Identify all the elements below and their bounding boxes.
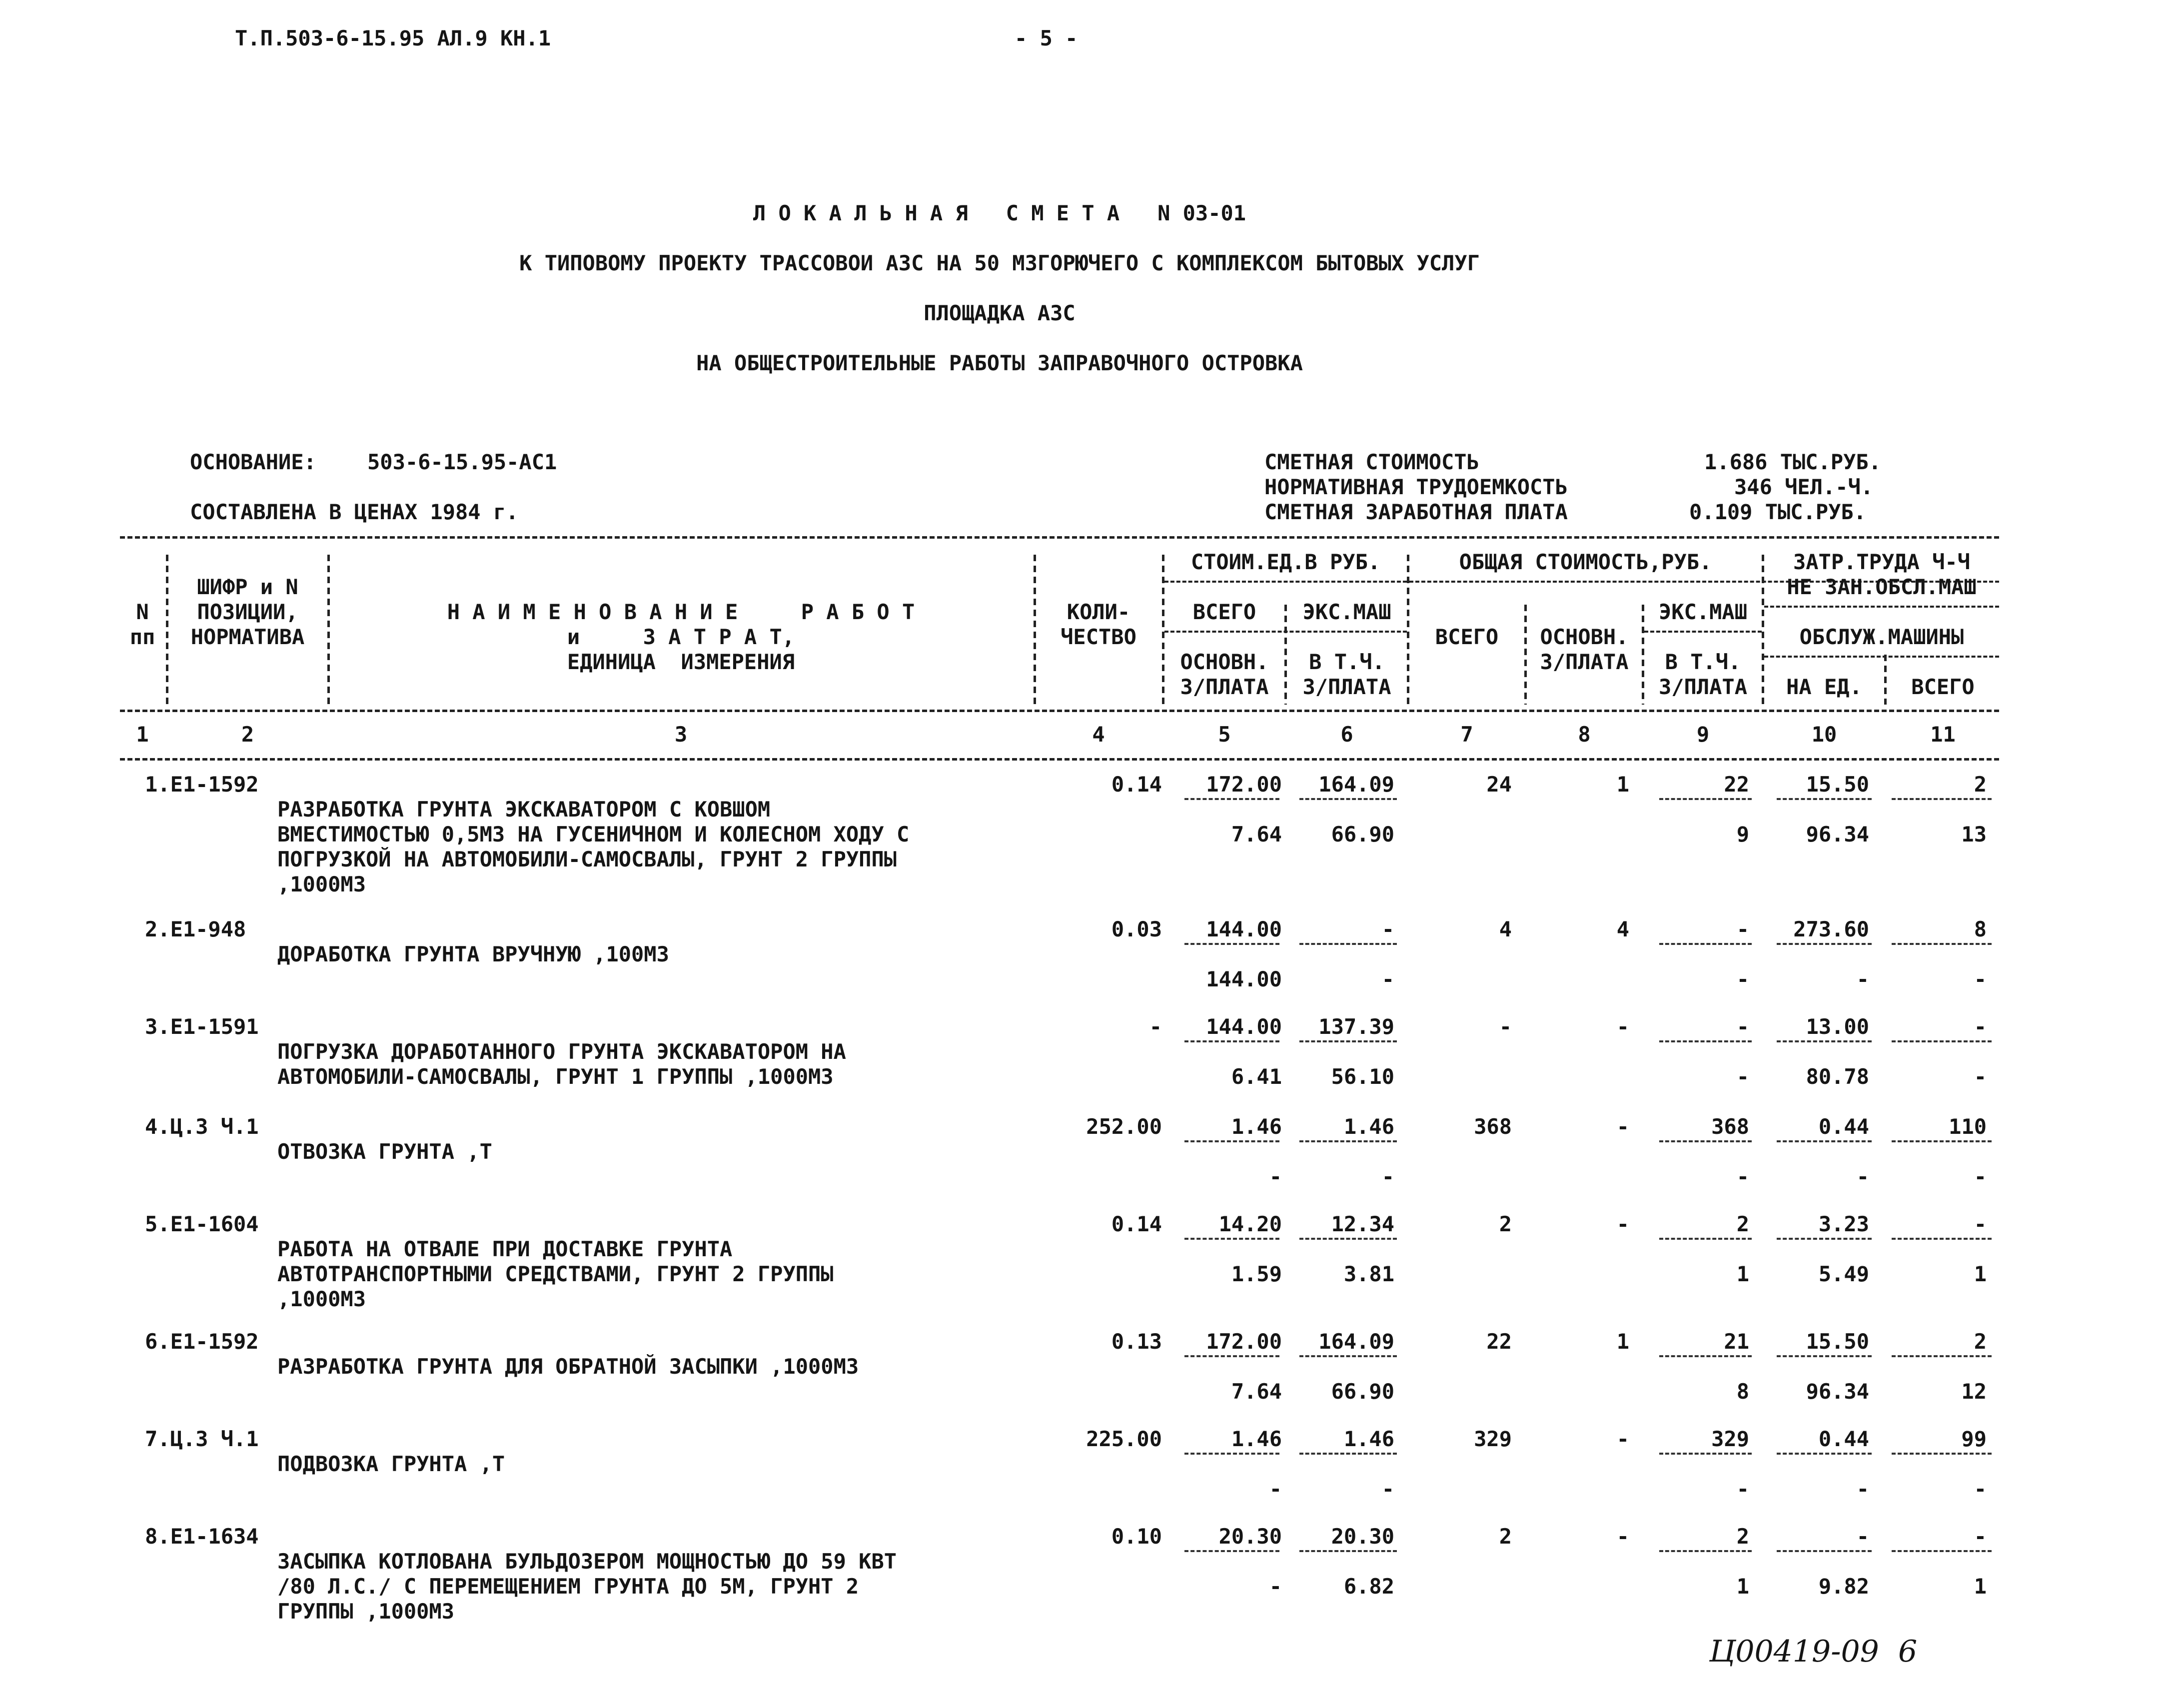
cell-b11: - xyxy=(1974,1064,1987,1089)
cell-c8: 1 xyxy=(1616,1329,1629,1354)
cell-c10: 0.44 xyxy=(1818,1114,1869,1139)
cell-divider xyxy=(1184,1238,1279,1240)
cell-c8: - xyxy=(1616,1212,1629,1236)
col-number: 10 xyxy=(1811,722,1837,747)
work-description: ОТВОЗКА ГРУНТА ,Т xyxy=(277,1139,492,1164)
cell-c6: 20.30 xyxy=(1331,1524,1394,1549)
cell-b6: 56.10 xyxy=(1331,1064,1394,1089)
vsep xyxy=(166,555,168,705)
cell-divider xyxy=(1777,1550,1872,1552)
cell-b11: 13 xyxy=(1961,822,1987,846)
cell-c10: 3.23 xyxy=(1818,1212,1869,1236)
cell-c7: 24 xyxy=(1486,772,1512,797)
total-cost-machine-header: ЭКС.МАШ xyxy=(1658,600,1747,624)
cell-c11: - xyxy=(1974,1524,1987,1549)
cell-b6: - xyxy=(1381,967,1394,991)
cell-b9: 1 xyxy=(1736,1262,1749,1286)
col-name-header-2: и З А Т Р А Т, xyxy=(567,625,795,649)
cell-divider xyxy=(1299,943,1397,945)
cost-value: 1.686 ТЫС.РУБ. xyxy=(1704,450,1882,474)
site-subtitle: ПЛОЩАДКА АЗС xyxy=(924,301,1076,325)
cell-c8: - xyxy=(1616,1524,1629,1549)
cell-c9: - xyxy=(1736,917,1749,941)
work-description: ПОГРУЗКА ДОРАБОТАННОГО ГРУНТА ЭКСКАВАТОРОМ НА АВТОМОБИЛИ-САМОСВАЛЫ, ГРУНТ 1 ГРУППЫ ,1000М3 xyxy=(277,1039,846,1089)
cell-c8: - xyxy=(1616,1427,1629,1451)
cell-b9: - xyxy=(1736,1477,1749,1501)
position-code: 2.Е1-948 xyxy=(145,917,246,941)
cell-c11: 110 xyxy=(1949,1114,1987,1139)
works-subtitle: НА ОБЩЕСТРОИТЕЛЬНЫЕ РАБОТЫ ЗАПРАВОЧНОГО ОСТРОВКА xyxy=(696,351,1303,375)
col-number: 5 xyxy=(1218,722,1231,747)
cell-divider xyxy=(1659,1238,1752,1240)
labor-group-header: ЗАТР.ТРУДА Ч-Ч НЕ ЗАН.ОБСЛ.МАШ xyxy=(1787,550,1977,599)
cell-b6: 3.81 xyxy=(1343,1262,1394,1286)
unit-cost-machine-header: ЭКС.МАШ xyxy=(1302,600,1391,624)
cell-divider xyxy=(1184,1040,1279,1042)
col-number: 11 xyxy=(1930,722,1956,747)
cell-divider xyxy=(1777,1355,1872,1357)
wage-label: СМЕТНАЯ ЗАРАБОТНАЯ ПЛАТА xyxy=(1264,500,1568,524)
cell-c8: 1 xyxy=(1616,772,1629,797)
cell-c11: 2 xyxy=(1974,1329,1987,1354)
cell-qty: - xyxy=(1149,1014,1162,1039)
subrule xyxy=(1164,581,1407,583)
cell-c10: 13.00 xyxy=(1806,1014,1869,1039)
cell-divider xyxy=(1777,1140,1872,1142)
col-name-header-3: ЕДИНИЦА ИЗМЕРЕНИЯ xyxy=(567,650,795,674)
cell-b5: 7.64 xyxy=(1231,1379,1282,1404)
column-numbers-rule xyxy=(120,758,1999,761)
cell-c5: 20.30 xyxy=(1218,1524,1282,1549)
subrule xyxy=(1644,631,1762,633)
cell-b10: 5.49 xyxy=(1818,1262,1869,1286)
handwritten-note: Ц00419-09 6 xyxy=(1709,1634,1918,1669)
cell-b6: 66.90 xyxy=(1331,1379,1394,1404)
cell-qty: 0.10 xyxy=(1111,1524,1162,1549)
labor-value: 346 ЧЕЛ.-Ч. xyxy=(1734,475,1874,499)
cell-c7: 22 xyxy=(1486,1329,1512,1354)
page-ref: Т.П.503-6-15.95 АЛ.9 КН.1 xyxy=(235,26,551,50)
col-number: 9 xyxy=(1696,722,1710,747)
cell-c10: 273.60 xyxy=(1793,917,1869,941)
cell-b6: 6.82 xyxy=(1343,1574,1394,1599)
cell-b6: - xyxy=(1381,1477,1394,1501)
cell-b11: - xyxy=(1974,1477,1987,1501)
cell-b10: 96.34 xyxy=(1806,822,1869,846)
cell-b11: - xyxy=(1974,1164,1987,1189)
cell-c9: 329 xyxy=(1711,1427,1749,1451)
cell-divider xyxy=(1659,1140,1752,1142)
unit-cost-total-header: ВСЕГО xyxy=(1192,600,1256,624)
cell-divider xyxy=(1299,1550,1397,1552)
cell-divider xyxy=(1299,1453,1397,1455)
cell-divider xyxy=(1184,1355,1279,1357)
cell-c5: 1.46 xyxy=(1231,1114,1282,1139)
cell-c6: 137.39 xyxy=(1318,1014,1394,1039)
work-description: ДОРАБОТКА ГРУНТА ВРУЧНУЮ ,100М3 xyxy=(277,942,669,966)
cell-divider xyxy=(1892,798,1992,800)
cell-qty: 0.03 xyxy=(1111,917,1162,941)
cell-c6: 1.46 xyxy=(1343,1427,1394,1451)
cell-divider xyxy=(1184,1550,1279,1552)
cell-c5: 172.00 xyxy=(1206,772,1282,797)
col-number: 2 xyxy=(241,722,254,747)
col-number: 4 xyxy=(1092,722,1105,747)
cell-c5: 172.00 xyxy=(1206,1329,1282,1354)
total-cost-wage-header: ОСНОВН. З/ПЛАТА xyxy=(1540,625,1629,674)
cell-divider xyxy=(1184,1453,1279,1455)
cell-b6: - xyxy=(1381,1164,1394,1189)
cell-divider xyxy=(1892,1238,1992,1240)
cell-b5: 144.00 xyxy=(1206,967,1282,991)
position-code: 7.Ц.3 Ч.1 xyxy=(145,1427,259,1451)
cell-divider xyxy=(1659,1355,1752,1357)
cell-divider xyxy=(1659,798,1752,800)
cell-divider xyxy=(1892,1453,1992,1455)
cell-b9: 8 xyxy=(1736,1379,1749,1404)
cell-c11: 2 xyxy=(1974,772,1987,797)
cell-b11: - xyxy=(1974,967,1987,991)
cell-c7: 368 xyxy=(1474,1114,1512,1139)
cell-c9: - xyxy=(1736,1014,1749,1039)
total-cost-total-header: ВСЕГО xyxy=(1435,625,1499,649)
work-description: РАЗРАБОТКА ГРУНТА ЭКСКАВАТОРОМ С КОВШОМ ВМЕСТИМОСТЬЮ 0,5М3 НА ГУСЕНИЧНОМ И КОЛЕСНОМ ХОДУ С ПОГРУЗКОЙ НА АВТОМОБИЛИ-САМОСВАЛЫ, ГРУНТ 2 ГРУППЫ ,1000М3 xyxy=(277,797,910,896)
cell-c10: - xyxy=(1856,1524,1869,1549)
cell-c11: - xyxy=(1974,1014,1987,1039)
position-code: 4.Ц.3 Ч.1 xyxy=(145,1114,259,1139)
cell-b11: 1 xyxy=(1974,1262,1987,1286)
cell-divider xyxy=(1299,1238,1397,1240)
labor-label: НОРМАТИВНАЯ ТРУДОЕМКОСТЬ xyxy=(1264,475,1568,499)
cell-b9: - xyxy=(1736,1064,1749,1089)
cell-c11: 8 xyxy=(1974,917,1987,941)
cell-c7: - xyxy=(1499,1014,1512,1039)
cell-c7: 4 xyxy=(1499,917,1512,941)
basis-value: 503-6-15.95-АС1 xyxy=(367,450,557,474)
unit-cost-machine-wage-header: В Т.Ч. З/ПЛАТА xyxy=(1302,650,1391,699)
header-top-rule xyxy=(120,536,1999,539)
unit-cost-group-header: СТОИМ.ЕД.В РУБ. xyxy=(1190,550,1381,574)
cell-c10: 15.50 xyxy=(1806,772,1869,797)
cell-c10: 15.50 xyxy=(1806,1329,1869,1354)
wage-value: 0.109 ТЫС.РУБ. xyxy=(1689,500,1867,524)
cell-qty: 0.14 xyxy=(1111,772,1162,797)
cell-qty: 252.00 xyxy=(1086,1114,1162,1139)
document-title: Л О К А Л Ь Н А Я С М Е Т А N 03-01 xyxy=(753,201,1246,225)
cell-divider xyxy=(1659,943,1752,945)
cell-b5: 6.41 xyxy=(1231,1064,1282,1089)
cell-b10: - xyxy=(1856,1164,1869,1189)
basis-label: ОСНОВАНИЕ: xyxy=(190,450,316,474)
cost-label: СМЕТНАЯ СТОИМОСТЬ xyxy=(1264,450,1479,474)
cell-c11: - xyxy=(1974,1212,1987,1236)
cell-c5: 144.00 xyxy=(1206,917,1282,941)
cell-divider xyxy=(1892,1550,1992,1552)
col-number: 6 xyxy=(1340,722,1353,747)
subrule xyxy=(1764,606,1999,608)
cell-c8: - xyxy=(1616,1014,1629,1039)
cell-b10: 96.34 xyxy=(1806,1379,1869,1404)
subrule xyxy=(1764,656,1999,658)
cell-c10: 0.44 xyxy=(1818,1427,1869,1451)
page-number: - 5 - xyxy=(1015,26,1078,50)
work-description: ПОДВОЗКА ГРУНТА ,Т xyxy=(277,1452,505,1476)
cell-c9: 2 xyxy=(1736,1212,1749,1236)
col-number: 3 xyxy=(674,722,688,747)
cell-divider xyxy=(1299,798,1397,800)
cell-c5: 1.46 xyxy=(1231,1427,1282,1451)
position-code: 8.Е1-1634 xyxy=(145,1524,259,1549)
cell-b9: - xyxy=(1736,967,1749,991)
cell-divider xyxy=(1777,798,1872,800)
cell-divider xyxy=(1892,1355,1992,1357)
cell-b5: - xyxy=(1269,1164,1282,1189)
col-code-header: ШИФР и N ПОЗИЦИИ, НОРМАТИВА xyxy=(190,575,305,649)
cell-c8: 4 xyxy=(1616,917,1629,941)
labor-per-unit-header: НА ЕД. xyxy=(1786,675,1862,699)
cell-divider xyxy=(1777,1453,1872,1455)
cell-c5: 144.00 xyxy=(1206,1014,1282,1039)
cell-divider xyxy=(1659,1040,1752,1042)
cell-divider xyxy=(1299,1140,1397,1142)
cell-divider xyxy=(1184,798,1279,800)
cell-c8: - xyxy=(1616,1114,1629,1139)
cell-b6: 66.90 xyxy=(1331,822,1394,846)
cell-c6: 1.46 xyxy=(1343,1114,1394,1139)
cell-divider xyxy=(1659,1453,1752,1455)
cell-divider xyxy=(1184,943,1279,945)
cell-b5: 1.59 xyxy=(1231,1262,1282,1286)
cell-b9: 1 xyxy=(1736,1574,1749,1599)
cell-divider xyxy=(1659,1550,1752,1552)
cell-b10: 9.82 xyxy=(1818,1574,1869,1599)
cell-divider xyxy=(1299,1355,1397,1357)
cell-b5: - xyxy=(1269,1574,1282,1599)
col-number: 8 xyxy=(1578,722,1591,747)
total-cost-machine-wage-header: В Т.Ч. З/ПЛАТА xyxy=(1658,650,1747,699)
col-num-header: N пп xyxy=(129,600,155,649)
cell-b9: - xyxy=(1736,1164,1749,1189)
prices-note: СОСТАВЛЕНА В ЦЕНАХ 1984 г. xyxy=(190,500,519,524)
cell-divider xyxy=(1777,1238,1872,1240)
cell-qty: 225.00 xyxy=(1086,1427,1162,1451)
col-qty-header: КОЛИ- ЧЕСТВО xyxy=(1061,600,1136,649)
cell-divider xyxy=(1184,1140,1279,1142)
position-code: 5.Е1-1604 xyxy=(145,1212,259,1236)
cell-c6: 164.09 xyxy=(1318,1329,1394,1354)
cell-qty: 0.14 xyxy=(1111,1212,1162,1236)
cell-c6: - xyxy=(1381,917,1394,941)
cell-c7: 2 xyxy=(1499,1212,1512,1236)
cell-qty: 0.13 xyxy=(1111,1329,1162,1354)
cell-divider xyxy=(1892,943,1992,945)
project-subtitle: К ТИПОВОМУ ПРОЕКТУ ТРАССОВОИ АЗС НА 50 МЗГОРЮЧЕГО С КОМПЛЕКСОМ БЫТОВЫХ УСЛУГ xyxy=(519,251,1480,275)
cell-c7: 329 xyxy=(1474,1427,1512,1451)
cell-c5: 14.20 xyxy=(1218,1212,1282,1236)
cell-divider xyxy=(1892,1040,1992,1042)
work-description: РАБОТА НА ОТВАЛЕ ПРИ ДОСТАВКЕ ГРУНТА АВТОТРАНСПОРТНЫМИ СРЕДСТВАМИ, ГРУНТ 2 ГРУППЫ ,1000М3 xyxy=(277,1237,834,1311)
subrule xyxy=(1164,631,1407,633)
cell-divider xyxy=(1777,943,1872,945)
cell-c6: 12.34 xyxy=(1331,1212,1394,1236)
cell-divider xyxy=(1892,1140,1992,1142)
cell-b5: 7.64 xyxy=(1231,822,1282,846)
labor-machine-header: ОБСЛУЖ.МАШИНЫ xyxy=(1799,625,1964,649)
position-code: 3.Е1-1591 xyxy=(145,1014,259,1039)
cell-c9: 21 xyxy=(1724,1329,1749,1354)
position-code: 1.Е1-1592 xyxy=(145,772,259,797)
cell-c6: 164.09 xyxy=(1318,772,1394,797)
cell-b9: 9 xyxy=(1736,822,1749,846)
cell-divider xyxy=(1299,1040,1397,1042)
cell-b11: 12 xyxy=(1961,1379,1987,1404)
cell-c11: 99 xyxy=(1961,1427,1987,1451)
col-name-header-1: Н А И М Е Н О В А Н И Е Р А Б О Т xyxy=(447,600,915,624)
work-description: РАЗРАБОТКА ГРУНТА ДЛЯ ОБРАТНОЙ ЗАСЫПКИ ,1000М3 xyxy=(277,1354,859,1379)
cell-divider xyxy=(1777,1040,1872,1042)
labor-total-header: ВСЕГО xyxy=(1911,675,1975,699)
cell-b5: - xyxy=(1269,1477,1282,1501)
cell-c7: 2 xyxy=(1499,1524,1512,1549)
work-description: ЗАСЫПКА КОТЛОВАНА БУЛЬДОЗЕРОМ МОЩНОСТЬЮ ДО 59 КВТ /80 Л.С./ С ПЕРЕМЕЩЕНИЕМ ГРУНТА ДО 5М, ГРУНТ 2 ГРУППЫ ,1000М3 xyxy=(277,1549,897,1624)
cell-b10: - xyxy=(1856,967,1869,991)
cell-c9: 22 xyxy=(1724,772,1749,797)
total-cost-group-header: ОБЩАЯ СТОИМОСТЬ,РУБ. xyxy=(1459,550,1712,574)
unit-cost-wage-header: ОСНОВН. З/ПЛАТА xyxy=(1180,650,1269,699)
cell-c9: 368 xyxy=(1711,1114,1749,1139)
col-number: 7 xyxy=(1460,722,1473,747)
cell-c9: 2 xyxy=(1736,1524,1749,1549)
col-number: 1 xyxy=(136,722,149,747)
cell-b10: 80.78 xyxy=(1806,1064,1869,1089)
position-code: 6.Е1-1592 xyxy=(145,1329,259,1354)
cell-b10: - xyxy=(1856,1477,1869,1501)
cell-b11: 1 xyxy=(1974,1574,1987,1599)
header-bottom-rule xyxy=(120,710,1999,712)
